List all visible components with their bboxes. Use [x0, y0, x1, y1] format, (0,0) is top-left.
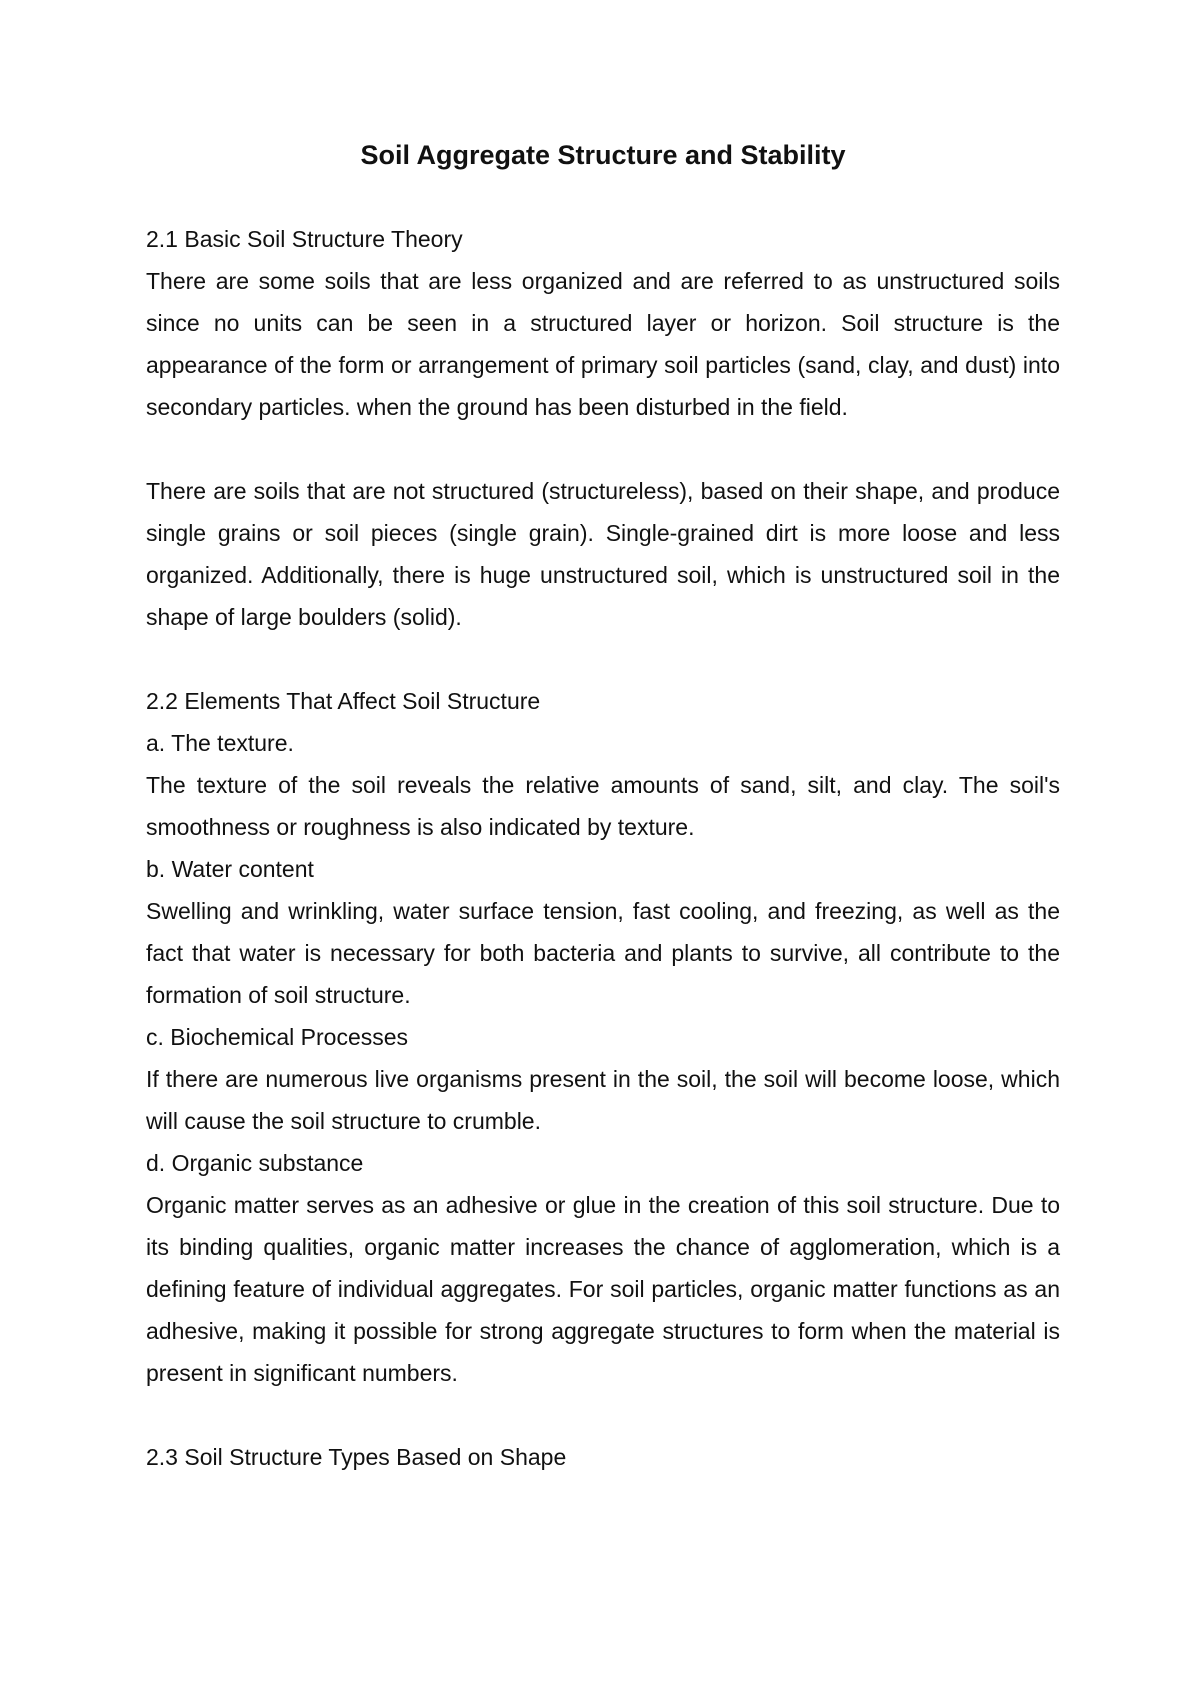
section-heading-2-3: 2.3 Soil Structure Types Based on Shape	[146, 1444, 567, 1470]
subsection-label-a: a. The texture.	[146, 730, 294, 756]
subsection-text-c: If there are numerous live organisms present in the soil, the soil will become loose, which will cause the soil structure to crumble.	[146, 1066, 1060, 1134]
section-2-1-paragraph-2: There are soils that are not structured (structureless), based on their shape, and produce single grains or soil pieces (single grain). Single-grained dirt is more loose and less organized. Additionally, there is huge unstructured soil, which is unstructured soil in the shape of large boulders (solid).	[146, 478, 1060, 630]
document-body	[146, 134, 1060, 1478]
subsection-label-b: b. Water content	[146, 856, 314, 882]
section-heading-2-2: 2.2 Elements That Affect Soil Structure	[146, 688, 541, 714]
paragraph-spacer	[146, 1394, 1060, 1436]
section-2-1-paragraph-1: There are some soils that are less organized and are referred to as unstructured soils since no units can be seen in a structured layer or horizon. Soil structure is the appearance of the form or arrangement of primary soil particles (sand, clay, and dust) into secondary particles. when the ground has been disturbed in the field.	[146, 268, 1060, 420]
document-title: Soil Aggregate Structure and Stability	[360, 140, 846, 170]
paragraph-spacer	[146, 638, 1060, 680]
paragraph-spacer	[146, 428, 1060, 470]
section-heading-2-1: 2.1 Basic Soil Structure Theory	[146, 226, 463, 252]
subsection-text-b: Swelling and wrinkling, water surface tension, fast cooling, and freezing, as well as the fact that water is necessary for both bacteria and plants to survive, all contribute to the formation of soil structure.	[146, 898, 1060, 1008]
subsection-text-d: Organic matter serves as an adhesive or glue in the creation of this soil structure. Due to its binding qualities, organic matter increases the chance of agglomeration, which is a defining feature of individual aggregates. For soil particles, organic matter functions as an adhesive, making it possible for strong aggregate structures to form when the material is present in significant numbers.	[146, 1192, 1060, 1386]
subsection-label-c: c. Biochemical Processes	[146, 1024, 409, 1050]
subsection-text-a: The texture of the soil reveals the relative amounts of sand, silt, and clay. The soil's smoothness or roughness is also indicated by texture.	[146, 772, 1060, 840]
subsection-label-d: d. Organic substance	[146, 1150, 364, 1176]
